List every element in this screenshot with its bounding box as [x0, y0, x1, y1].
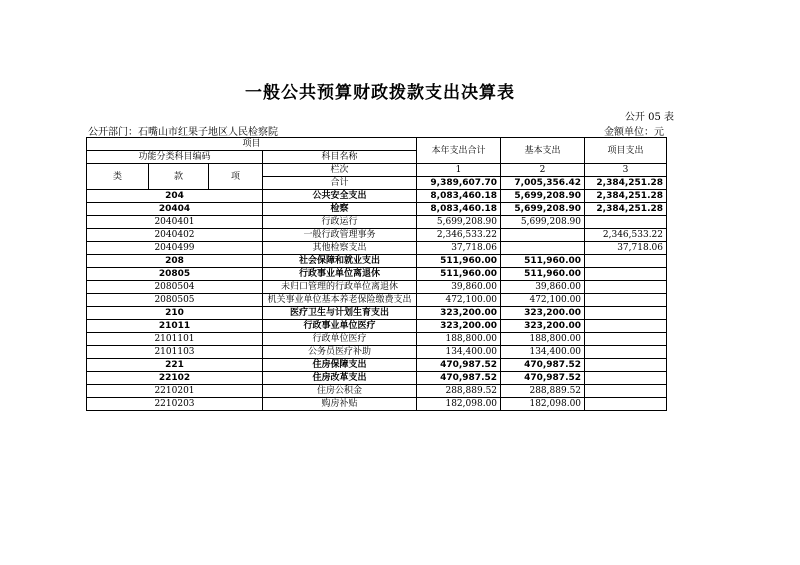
row-subject-name: 一般行政管理事务	[263, 229, 417, 242]
row-project	[585, 359, 667, 372]
row-total: 511,960.00	[417, 255, 501, 268]
report-title: 一般公共预算财政拨款支出决算表	[245, 83, 515, 103]
total-project: 2,384,251.28	[585, 177, 667, 190]
row-total: 182,098.00	[417, 398, 501, 411]
table-row	[87, 372, 667, 385]
row-total: 470,987.52	[417, 372, 501, 385]
row-total: 288,889.52	[417, 385, 501, 398]
row-total: 470,987.52	[417, 359, 501, 372]
table-row	[87, 268, 667, 281]
row-basic: 470,987.52	[501, 359, 585, 372]
row-subject-name: 行政事业单位医疗	[263, 320, 417, 333]
table-row	[87, 255, 667, 268]
header-func-code: 功能分类科目编码	[87, 151, 263, 164]
table-row	[87, 385, 667, 398]
header-kuan: 款	[149, 164, 209, 190]
row-project: 2,384,251.28	[585, 190, 667, 203]
row-basic: 472,100.00	[501, 294, 585, 307]
header-row-lanci	[87, 164, 667, 177]
row-subject-name: 行政单位医疗	[263, 333, 417, 346]
row-total: 134,400.00	[417, 346, 501, 359]
table-row	[87, 294, 667, 307]
row-total: 8,083,460.18	[417, 190, 501, 203]
row-code: 2210203	[87, 398, 263, 411]
expenditure-table	[86, 137, 667, 411]
row-subject-name: 检察	[263, 203, 417, 216]
row-subject-name: 住房公积金	[263, 385, 417, 398]
row-code: 221	[87, 359, 263, 372]
row-basic: 5,699,208.90	[501, 190, 585, 203]
table-row	[87, 359, 667, 372]
table-row	[87, 190, 667, 203]
row-code: 2040402	[87, 229, 263, 242]
total-basic: 7,005,356.42	[501, 177, 585, 190]
row-project: 2,384,251.28	[585, 203, 667, 216]
row-subject-name: 未归口管理的行政单位离退休	[263, 281, 417, 294]
header-xiang: 项	[209, 164, 263, 190]
row-basic	[501, 242, 585, 255]
row-project	[585, 346, 667, 359]
header-col-total: 本年支出合计	[417, 138, 501, 164]
row-total: 2,346,533.22	[417, 229, 501, 242]
department-label: 公开部门：石嘴山市红果子地区人民检察院	[88, 127, 278, 138]
row-project	[585, 281, 667, 294]
row-code: 21011	[87, 320, 263, 333]
row-project	[585, 372, 667, 385]
row-total: 5,699,208.90	[417, 216, 501, 229]
row-subject-name: 医疗卫生与计划生育支出	[263, 307, 417, 320]
row-project	[585, 333, 667, 346]
row-subject-name: 购房补贴	[263, 398, 417, 411]
table-row	[87, 203, 667, 216]
table-row	[87, 216, 667, 229]
row-basic: 470,987.52	[501, 372, 585, 385]
row-code: 22102	[87, 372, 263, 385]
row-project	[585, 307, 667, 320]
row-code: 2080504	[87, 281, 263, 294]
row-basic: 5,699,208.90	[501, 203, 585, 216]
row-project: 37,718.06	[585, 242, 667, 255]
row-project	[585, 294, 667, 307]
row-subject-name: 其他检察支出	[263, 242, 417, 255]
header-lei: 类	[87, 164, 149, 190]
form-number: 公开 05 表	[624, 112, 674, 123]
row-basic: 323,200.00	[501, 307, 585, 320]
row-total: 39,860.00	[417, 281, 501, 294]
row-total: 8,083,460.18	[417, 203, 501, 216]
table-row	[87, 398, 667, 411]
row-basic: 134,400.00	[501, 346, 585, 359]
row-code: 2210201	[87, 385, 263, 398]
header-col-project: 项目支出	[585, 138, 667, 164]
header-n3: 3	[585, 164, 667, 177]
table-row	[87, 333, 667, 346]
row-code: 2080505	[87, 294, 263, 307]
row-project	[585, 268, 667, 281]
row-subject-name: 公共安全支出	[263, 190, 417, 203]
row-total: 323,200.00	[417, 320, 501, 333]
table-row	[87, 281, 667, 294]
row-subject-name: 住房改革支出	[263, 372, 417, 385]
row-total: 511,960.00	[417, 268, 501, 281]
header-col-basic: 基本支出	[501, 138, 585, 164]
row-basic: 511,960.00	[501, 268, 585, 281]
row-subject-name: 行政事业单位离退休	[263, 268, 417, 281]
row-total: 472,100.00	[417, 294, 501, 307]
row-code: 2101101	[87, 333, 263, 346]
row-subject-name: 机关事业单位基本养老保险缴费支出	[263, 294, 417, 307]
row-code: 2040401	[87, 216, 263, 229]
header-subject-name: 科目名称	[263, 151, 417, 164]
row-code: 204	[87, 190, 263, 203]
row-subject-name: 公务员医疗补助	[263, 346, 417, 359]
row-total: 323,200.00	[417, 307, 501, 320]
total-sum: 9,389,607.70	[417, 177, 501, 190]
header-project: 项目	[87, 138, 417, 151]
header-n2: 2	[501, 164, 585, 177]
row-subject-name: 住房保障支出	[263, 359, 417, 372]
row-basic: 39,860.00	[501, 281, 585, 294]
row-subject-name: 社会保障和就业支出	[263, 255, 417, 268]
row-project	[585, 385, 667, 398]
row-code: 2101103	[87, 346, 263, 359]
row-code: 20404	[87, 203, 263, 216]
row-subject-name: 行政运行	[263, 216, 417, 229]
row-code: 210	[87, 307, 263, 320]
row-total: 188,800.00	[417, 333, 501, 346]
row-code: 2040499	[87, 242, 263, 255]
row-basic: 511,960.00	[501, 255, 585, 268]
row-basic	[501, 229, 585, 242]
unit-label: 金额单位：元	[604, 127, 664, 138]
row-code: 208	[87, 255, 263, 268]
header-lanci: 栏次	[263, 164, 417, 177]
header-row-project	[87, 138, 667, 151]
row-basic: 288,889.52	[501, 385, 585, 398]
table-row	[87, 320, 667, 333]
table-row	[87, 229, 667, 242]
table-row	[87, 307, 667, 320]
row-project	[585, 398, 667, 411]
row-code: 20805	[87, 268, 263, 281]
table-row	[87, 242, 667, 255]
row-total: 37,718.06	[417, 242, 501, 255]
table-row	[87, 346, 667, 359]
total-label: 合计	[263, 177, 417, 190]
row-project	[585, 320, 667, 333]
header-n1: 1	[417, 164, 501, 177]
row-project	[585, 255, 667, 268]
row-basic: 5,699,208.90	[501, 216, 585, 229]
row-project	[585, 216, 667, 229]
row-basic: 188,800.00	[501, 333, 585, 346]
row-project: 2,346,533.22	[585, 229, 667, 242]
row-basic: 323,200.00	[501, 320, 585, 333]
row-basic: 182,098.00	[501, 398, 585, 411]
